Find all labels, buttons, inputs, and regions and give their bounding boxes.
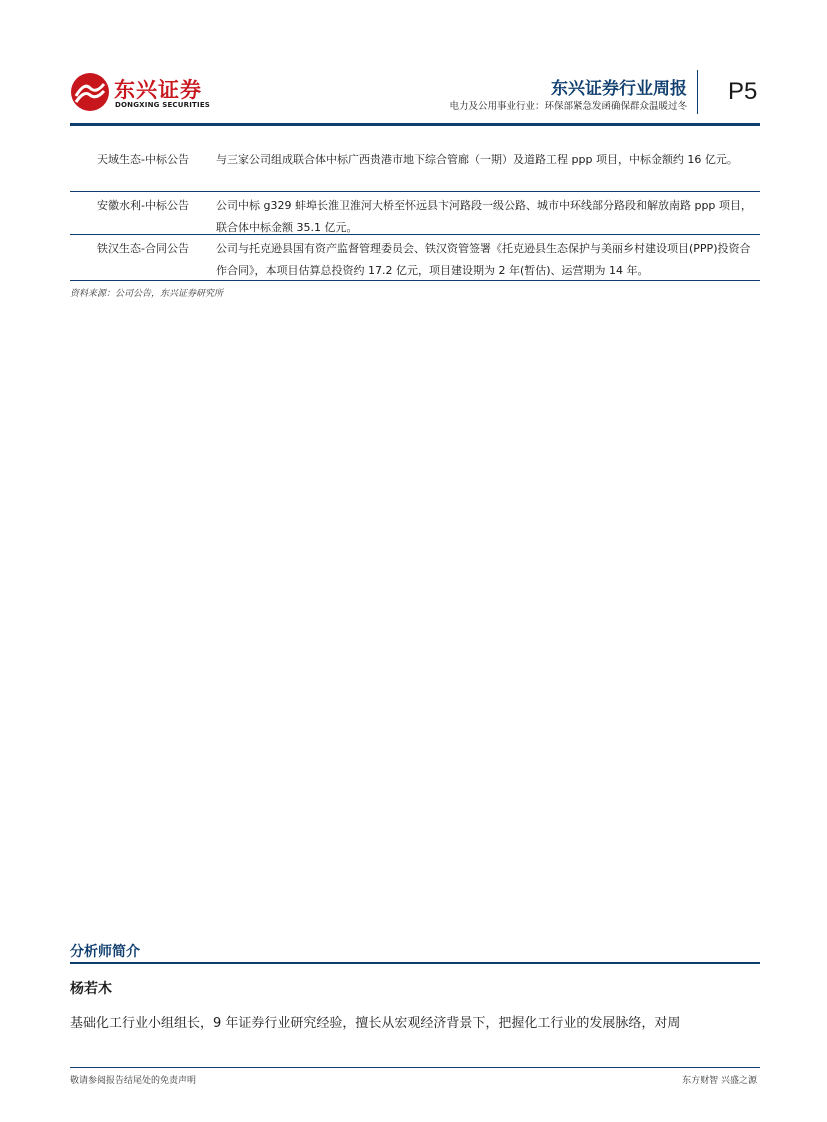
announcement-company: 天域生态-中标公告 xyxy=(97,153,189,166)
section-title-analyst: 分析师简介 xyxy=(70,944,140,960)
report-title: 东兴证券行业周报 xyxy=(551,79,687,99)
announcement-content: 公司中标 g329 蚌埠长淮卫淮河大桥至怀远县卞河路段一级公路、城市中环线部分路段和解放南路 ppp 项目，联合体中标金额 35.1 亿元。 xyxy=(216,199,752,234)
table-row xyxy=(70,192,760,235)
analyst-description: 基础化工行业小组组长，9 年证券行业研究经验，擅长从宏观经济背景下，把握化工行业的发展脉络，对周 xyxy=(70,1016,681,1031)
logo-chinese-name: 东兴证券 xyxy=(114,78,202,102)
announcement-content: 与三家公司组成联合体中标广西贵港市地下综合管廊（一期）及道路工程 ppp 项目，中标金额约 16 亿元。 xyxy=(216,153,738,166)
footer-disclaimer: 敬请参阅报告结尾处的免责声明 xyxy=(70,1076,197,1086)
footer-rule xyxy=(70,1067,760,1068)
analyst-name: 杨若木 xyxy=(70,981,112,997)
announcement-company: 安徽水利-中标公告 xyxy=(97,199,189,212)
announcements-table xyxy=(70,146,760,281)
header-rule xyxy=(70,123,760,126)
dongxing-logo-icon xyxy=(70,72,110,112)
table-row xyxy=(70,146,760,192)
header-divider xyxy=(697,70,698,114)
table-row xyxy=(70,235,760,281)
footer-slogan: 东方财智 兴盛之源 xyxy=(682,1076,757,1086)
page-number: P5 xyxy=(728,78,758,105)
section-rule xyxy=(70,962,760,964)
report-subtitle: 电力及公用事业行业：环保部紧急发函确保群众温暖过冬 xyxy=(449,101,687,112)
source-note: 资料来源：公司公告，东兴证券研究所 xyxy=(70,289,224,299)
announcement-content: 公司与托克逊县国有资产监督管理委员会、铁汉资管签署《托克逊县生态保护与美丽乡村建设项目(PPP)投资合作合同》，本项目估算总投资约 17.2 亿元，项目建设期为 2 年(暂估)、运营期为 14 年。 xyxy=(216,242,751,277)
logo-english-name: DONGXING SECURITIES xyxy=(115,101,211,109)
announcement-company: 铁汉生态-合同公告 xyxy=(97,242,189,255)
company-logo xyxy=(70,72,210,112)
